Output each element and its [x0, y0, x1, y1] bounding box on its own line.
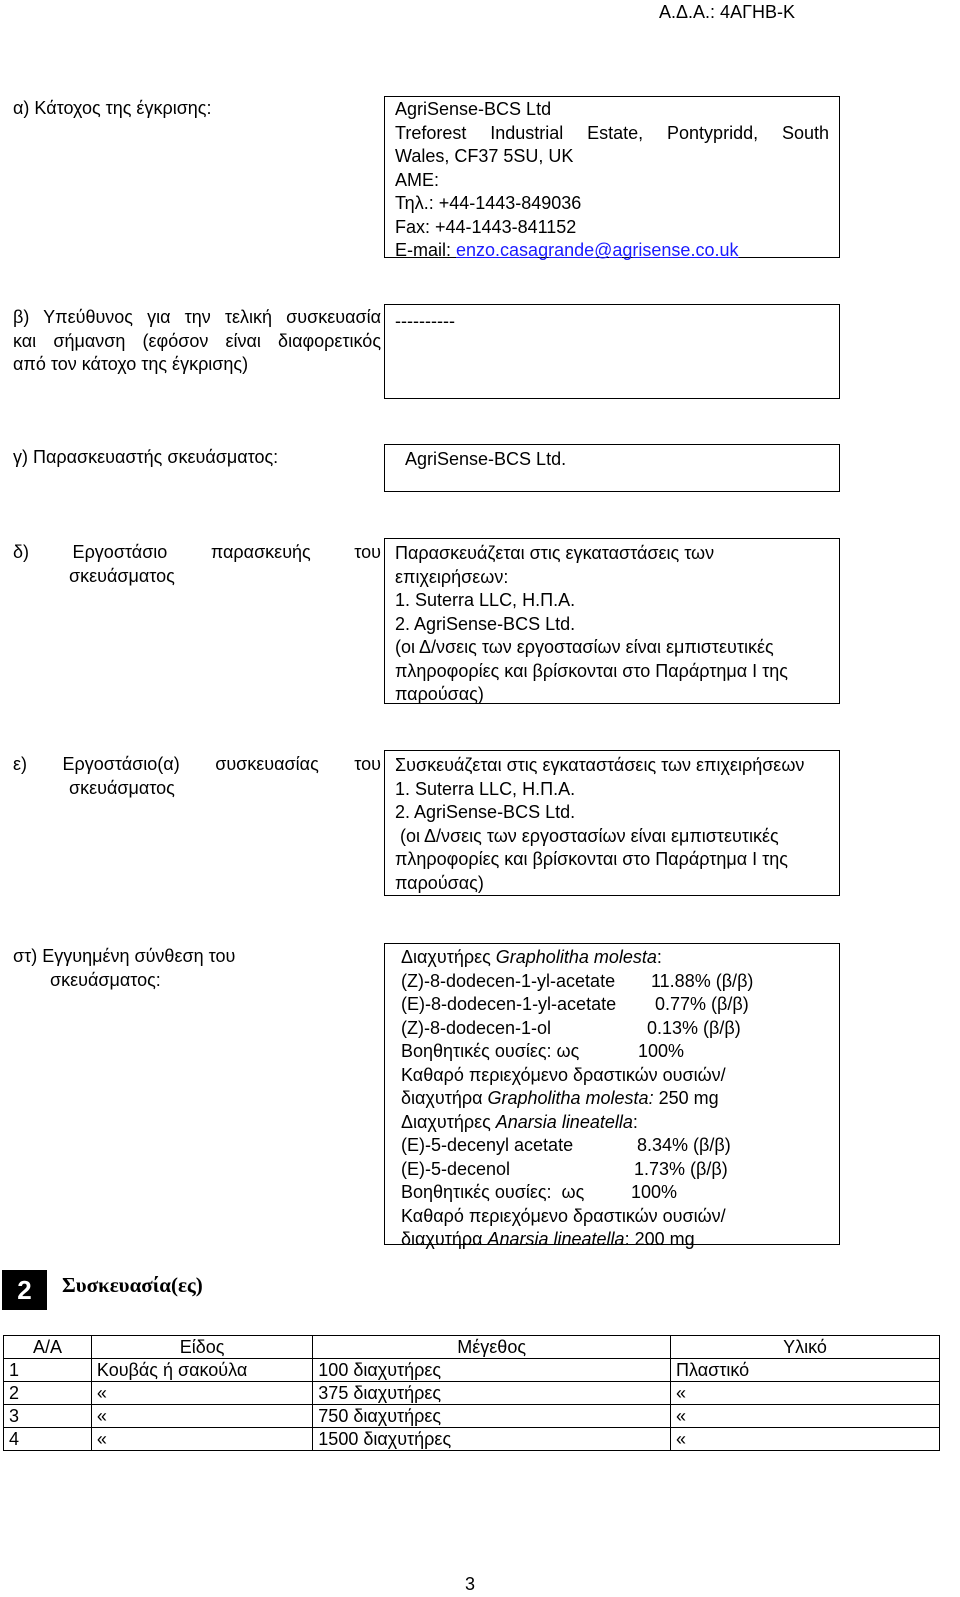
cell-size: 375 διαχυτήρες	[313, 1382, 671, 1405]
cell-aa: 4	[4, 1428, 92, 1451]
cell-material: «	[671, 1382, 940, 1405]
label-production-plant	[13, 541, 381, 588]
manufacturer-value: AgriSense-BCS Ltd.	[405, 449, 567, 469]
column-header-size: Μέγεθος	[313, 1336, 671, 1359]
g-net-prefix: διαχυτήρα	[401, 1088, 488, 1108]
label-e-line2: σκευάσματος	[69, 777, 175, 798]
a-row-3	[401, 1181, 829, 1205]
section-title-packaging: Συσκευασία(ες)	[62, 1273, 203, 1297]
g-row-2-value: 0.77% (β/β)	[655, 994, 749, 1014]
label-e-line1: ε) Εργοστάσιο(α) συσκευασίας του	[13, 754, 381, 774]
g-row-3	[401, 1017, 829, 1041]
production-line6: πληροφορίες και βρίσκονται στο Παράρτημα Ι της	[395, 660, 788, 681]
holder-ame: ΑΜΕ:	[395, 169, 440, 190]
holder-fax: Fax: +44-1443-841152	[395, 216, 577, 237]
cell-material: «	[671, 1405, 940, 1428]
table-row	[4, 1428, 940, 1451]
production-line1: Παρασκευάζεται στις εγκαταστάσεις των	[395, 543, 715, 563]
a-row-3-name: Βοηθητικές ουσίες: ως	[401, 1182, 585, 1202]
cell-aa: 1	[4, 1359, 92, 1382]
packaging-line6: παρούσας)	[395, 872, 484, 893]
label-b-line1: β) Υπεύθυνος για την τελική συσκευασία	[13, 307, 381, 327]
cell-aa: 3	[4, 1405, 92, 1428]
a-net-prefix: διαχυτήρα	[401, 1229, 488, 1249]
production-line3: 1. Suterra LLC, Η.Π.Α.	[395, 590, 576, 610]
a-row-2-value: 1.73% (β/β)	[634, 1158, 728, 1179]
final-packaging-value: ----------	[395, 311, 455, 331]
a-row-2	[401, 1158, 829, 1182]
cell-aa: 2	[4, 1382, 92, 1405]
box-production-plant	[384, 538, 840, 704]
packaging-line3: 2. AgriSense-BCS Ltd.	[395, 802, 576, 822]
table-header-row	[4, 1336, 940, 1359]
a-row-3-value: 100%	[631, 1182, 678, 1202]
cell-type: «	[91, 1428, 312, 1451]
section-number-badge: 2	[2, 1270, 47, 1310]
table-row	[4, 1382, 940, 1405]
packaging-line1: Συσκευάζεται στις εγκαταστάσεις των επιχειρήσεων	[395, 755, 805, 775]
production-line7: παρούσας)	[395, 684, 484, 704]
document-code: Α.Δ.Α.: 4ΑΓΗΒ-Κ	[659, 2, 795, 22]
cell-size: 1500 διαχυτήρες	[313, 1428, 671, 1451]
g-row-4-name: Βοηθητικές ουσίες: ως	[401, 1041, 580, 1061]
box-manufacturer	[384, 444, 840, 492]
a-row-1-name: (E)-5-decenyl acetate	[401, 1135, 574, 1155]
holder-address-line2: Wales, CF37 5SU, UK	[395, 146, 574, 166]
a-header-species: Anarsia lineatella	[495, 1111, 633, 1132]
a-net-species: Anarsia lineatella	[487, 1229, 625, 1249]
holder-phone: Τηλ.: +44-1443-849036	[395, 193, 582, 213]
g-row-4	[401, 1040, 829, 1064]
email-link[interactable]: enzo.casagrande@agrisense.co.uk	[456, 240, 739, 260]
label-final-packaging-responsible	[13, 306, 381, 377]
a-header	[401, 1111, 829, 1135]
packaging-table	[3, 1335, 940, 1451]
packaging-line5: πληροφορίες και βρίσκονται στο Παράρτημα Ι της	[395, 849, 788, 869]
label-st-line1: στ) Εγγυημένη σύνθεση του	[13, 946, 236, 966]
box-final-packaging-responsible	[384, 304, 840, 399]
g-header-suffix: :	[656, 947, 662, 967]
table-row	[4, 1359, 940, 1382]
label-approval-holder: α) Κάτοχος της έγκρισης:	[13, 98, 212, 118]
g-net-value: 250 mg	[653, 1088, 719, 1108]
label-guaranteed-composition	[13, 945, 381, 992]
g-header-species: Grapholitha molesta	[495, 947, 657, 967]
g-row-3-value: 0.13% (β/β)	[647, 1017, 741, 1038]
g-net-species: Grapholitha molesta:	[487, 1088, 654, 1108]
a-net-value: : 200 mg	[624, 1229, 695, 1249]
g-row-3-name: (Z)-8-dodecen-1-ol	[401, 1017, 552, 1038]
cell-type: «	[91, 1382, 312, 1405]
g-row-2	[401, 993, 829, 1017]
a-net-line2	[401, 1228, 829, 1252]
packaging-line2: 1. Suterra LLC, Η.Π.Α.	[395, 778, 576, 799]
production-line2: επιχειρήσεων:	[395, 566, 509, 587]
label-manufacturer: γ) Παρασκευαστής σκευάσματος:	[13, 447, 279, 467]
column-header-aa: Α/Α	[4, 1336, 92, 1359]
label-b-line3: από τον κάτοχο της έγκρισης)	[13, 354, 249, 374]
a-row-2-name: (E)-5-decenol	[401, 1158, 511, 1179]
a-row-1-value: 8.34% (β/β)	[637, 1135, 731, 1155]
table-row	[4, 1405, 940, 1428]
packaging-line4: (οι Δ/νσεις των εργοστασίων είναι εμπιστευτικές	[395, 825, 779, 846]
page-number: 3	[464, 1574, 475, 1594]
g-net-line2	[401, 1087, 829, 1111]
holder-address-line1: Treforest Industrial Estate, Pontypridd, South	[395, 122, 829, 143]
email-prefix: E-mail:	[395, 240, 457, 260]
column-header-material: Υλικό	[671, 1336, 940, 1359]
label-d-line1: δ) Εργοστάσιο παρασκευής του	[13, 542, 381, 562]
production-line4: 2. AgriSense-BCS Ltd.	[395, 613, 576, 634]
cell-type: «	[91, 1405, 312, 1428]
holder-name: AgriSense-BCS Ltd	[395, 99, 552, 119]
a-header-suffix: :	[632, 1111, 638, 1132]
label-st-line2: σκευάσματος:	[50, 969, 161, 990]
cell-type: Κουβάς ή σακούλα	[91, 1359, 312, 1382]
g-header	[401, 946, 829, 970]
g-row-1	[401, 970, 829, 994]
g-row-4-value: 100%	[638, 1041, 685, 1061]
label-packaging-plant	[13, 753, 381, 800]
box-guaranteed-composition	[384, 943, 840, 1249]
a-row-1	[401, 1134, 829, 1158]
box-packaging-plant	[384, 750, 840, 896]
box-approval-holder	[384, 96, 840, 258]
g-header-prefix: Διαχυτήρες	[401, 947, 496, 967]
g-row-1-name: (Z)-8-dodecen-1-yl-acetate	[401, 970, 616, 991]
cell-size: 100 διαχυτήρες	[313, 1359, 671, 1382]
g-net-line1: Καθαρό περιεχόμενο δραστικών ουσιών/	[401, 1064, 726, 1085]
column-header-type: Είδος	[91, 1336, 312, 1359]
holder-email-line	[395, 239, 829, 263]
label-d-line2: σκευάσματος	[69, 565, 175, 586]
g-row-2-name: (E)-8-dodecen-1-yl-acetate	[401, 994, 617, 1014]
cell-material: Πλαστικό	[671, 1359, 940, 1382]
cell-material: «	[671, 1428, 940, 1451]
production-line5: (οι Δ/νσεις των εργοστασίων είναι εμπιστευτικές	[395, 637, 774, 657]
a-net-line1: Καθαρό περιεχόμενο δραστικών ουσιών/	[401, 1205, 726, 1226]
g-row-1-value: 11.88% (β/β)	[651, 970, 754, 991]
cell-size: 750 διαχυτήρες	[313, 1405, 671, 1428]
label-b-line2: και σήμανση (εφόσον είναι διαφορετικός	[13, 330, 381, 351]
a-header-prefix: Διαχυτήρες	[401, 1111, 496, 1132]
